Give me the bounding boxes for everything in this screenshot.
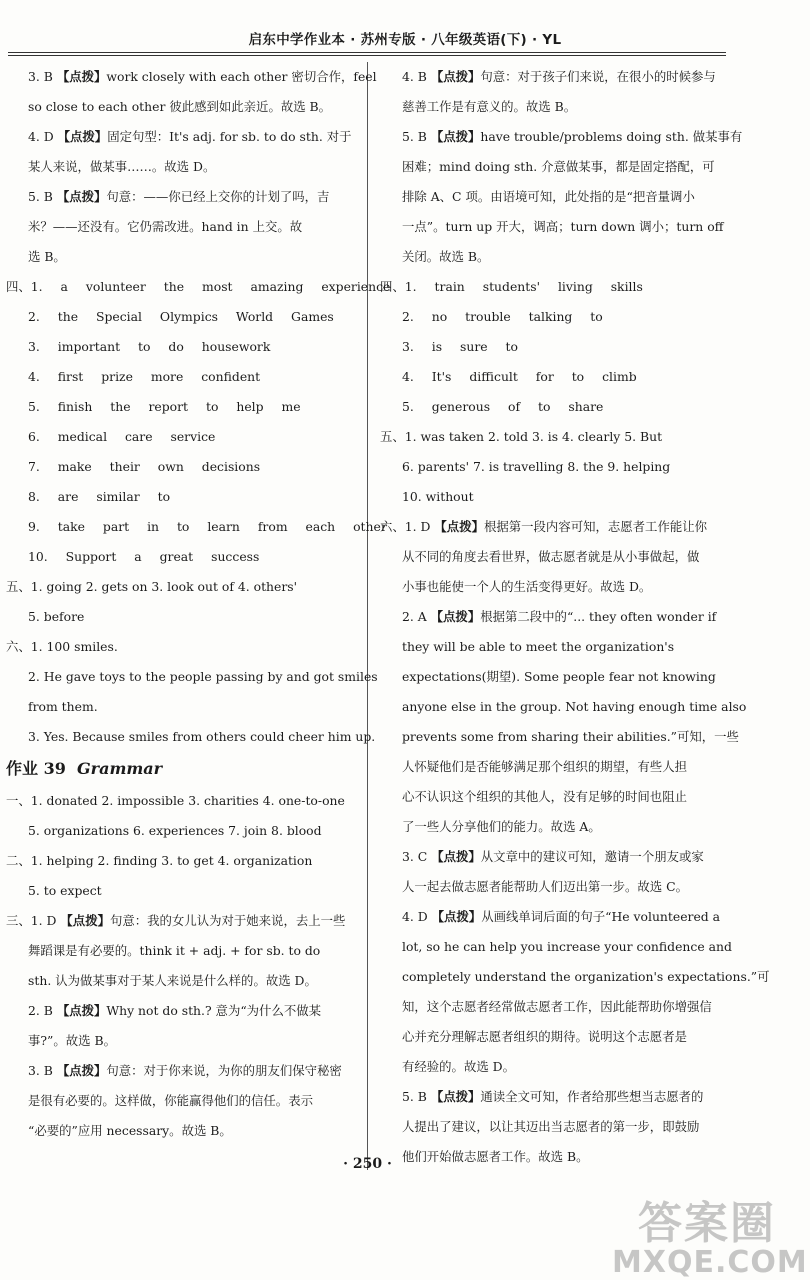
answer-line: 了一些人分享他们的能力。故选 A。 — [402, 819, 601, 834]
answer-line: 5. before — [28, 609, 85, 624]
answer-line: anyone else in the group. Not having enough time also — [402, 699, 747, 714]
answer-line: 一点”。turn up 开大，调高；turn down 调小；turn off — [402, 219, 724, 234]
answer-line: 4. It's difficult for to climb — [402, 369, 637, 384]
answer-line: 2. B 【点拨】Why not do sth.? 意为“为什么不做某 — [28, 1003, 322, 1018]
answer-line: 三、1. D 【点拨】句意：我的女儿认为对于她来说，去上一些 — [6, 913, 346, 928]
answer-line: 人怀疑他们是否能够满足那个组织的期望，有些人担 — [402, 759, 687, 774]
answer-line: 五、1. was taken 2. told 3. is 4. clearly 5. But — [380, 429, 663, 444]
answer-line: so close to each other 彼此感到如此亲近。故选 B。 — [28, 99, 332, 114]
header-rule — [8, 52, 726, 53]
answer-line: 5. finish the report to help me — [28, 399, 301, 414]
answer-line: 米？——还没有。它仍需改进。hand in 上交。故 — [28, 219, 303, 234]
answer-line: expectations(期望). Some people fear not knowing — [402, 669, 716, 684]
answer-line: 四、1. train students' living skills — [380, 279, 643, 294]
answer-line: 人一起去做志愿者能帮助人们迈出第一步。故选 C。 — [402, 879, 689, 894]
page-number: · 250 · — [343, 1156, 392, 1172]
answer-line: 选 B。 — [28, 249, 66, 264]
page-header: 启东中学作业本 · 苏州专版 · 八年级英语(下) · YL — [248, 32, 562, 48]
answer-line: prevents some from sharing their abilities.”可知，一些 — [402, 729, 739, 744]
answer-line: completely understand the organization's expectations.”可 — [402, 969, 770, 984]
answer-line: 排除 A、C 项。由语境可知，此处指的是“把音量调小 — [402, 189, 695, 204]
answer-line: 心并充分理解志愿者组织的期待。说明这个志愿者是 — [402, 1029, 687, 1044]
answer-line: 4. B 【点拨】句意：对于孩子们来说，在很小的时候参与 — [402, 69, 716, 84]
answer-line: 四、1. a volunteer the most amazing experience — [6, 279, 391, 294]
right-column — [380, 62, 770, 1172]
answer-line: 3. Yes. Because smiles from others could cheer him up. — [28, 729, 376, 744]
answer-line: 5. organizations 6. experiences 7. join 8. blood — [28, 823, 322, 838]
answer-line: 5. B 【点拨】句意：——你已经上交你的计划了吗，吉 — [28, 189, 330, 204]
answer-line: 3. C 【点拨】从文章中的建议可知，邀请一个朋友或家 — [402, 849, 704, 864]
answer-line: 某人来说，做某事……。故选 D。 — [28, 159, 216, 174]
answer-line: 3. is sure to — [402, 339, 518, 354]
answer-line: 知，这个志愿者经常做志愿者工作，因此能帮助你增强信 — [402, 999, 712, 1014]
watermark-logo: 答案圈 — [638, 1198, 776, 1249]
answer-line: they will be able to meet the organization's — [402, 639, 675, 654]
answer-line: 事?”。故选 B。 — [28, 1033, 116, 1048]
answer-line: 10. without — [402, 489, 474, 504]
answer-line: 六、1. D 【点拨】根据第一段内容可知，志愿者工作能让你 — [380, 519, 708, 534]
answer-line: 8. are similar to — [28, 489, 171, 504]
answer-line: 5. to expect — [28, 883, 102, 898]
answer-line: “必要的”应用 necessary。故选 B。 — [28, 1123, 232, 1138]
answer-line: 他们开始做志愿者工作。故选 B。 — [402, 1149, 589, 1164]
answer-line: 2. the Special Olympics World Games — [28, 309, 334, 324]
answer-line: 舞蹈课是有必要的。think it + adj. + for sb. to do — [28, 943, 321, 958]
answer-line: 2. A 【点拨】根据第二段中的“... they often wonder if — [402, 609, 717, 624]
answer-line: 有经验的。故选 D。 — [402, 1059, 515, 1074]
answer-line: 5. generous of to share — [402, 399, 604, 414]
watermark-url: MXQE.COM — [612, 1245, 808, 1280]
answer-line: lot, so he can help you increase your confidence and — [402, 939, 732, 954]
column-divider — [367, 62, 368, 1170]
answer-line: 六、1. 100 smiles. — [6, 639, 118, 654]
answer-line: 6. parents' 7. is travelling 8. the 9. helping — [402, 459, 671, 474]
answer-line: 5. B 【点拨】通读全文可知，作者给那些想当志愿者的 — [402, 1089, 704, 1104]
answer-line: 10. Support a great success — [28, 549, 260, 564]
header-rule-2 — [8, 55, 726, 56]
watermark — [612, 1198, 808, 1280]
answer-line: 6. medical care service — [28, 429, 216, 444]
section-title: 作业 39 Grammar — [6, 759, 163, 778]
left-column — [6, 62, 391, 1146]
answer-line: 从不同的角度去看世界，做志愿者就是从小事做起，做 — [402, 549, 700, 564]
answer-line: 2. He gave toys to the people passing by and got smiles — [28, 669, 378, 684]
answer-line: 慈善工作是有意义的。故选 B。 — [402, 99, 577, 114]
answer-line: 是很有必要的。这样做，你能赢得他们的信任。表示 — [28, 1093, 313, 1108]
answer-line: 4. D 【点拨】固定句型：It's adj. for sb. to do sth. 对于 — [28, 129, 352, 144]
answer-line: 困难；mind doing sth. 介意做某事，都是固定搭配，可 — [402, 159, 715, 174]
answer-line: 3. important to do housework — [28, 339, 271, 354]
answer-line: 4. first prize more confident — [28, 369, 261, 384]
answer-line: 心不认识这个组织的其他人，没有足够的时间也阻止 — [402, 789, 687, 804]
answer-line: 4. D 【点拨】从画线单词后面的句子“He volunteered a — [402, 909, 721, 924]
answer-line: 二、1. helping 2. finding 3. to get 4. organization — [6, 853, 313, 868]
answer-line: 五、1. going 2. gets on 3. look out of 4. others' — [6, 579, 298, 594]
answer-line: 小事也能使一个人的生活变得更好。故选 D。 — [402, 579, 652, 594]
answer-line: sth. 认为做某事对于某人来说是什么样的。故选 D。 — [28, 973, 317, 988]
answer-line: 7. make their own decisions — [28, 459, 261, 474]
answer-line: 一、1. donated 2. impossible 3. charities 4. one-to-one — [6, 793, 345, 808]
answer-line: 5. B 【点拨】have trouble/problems doing sth. 做某事有 — [402, 129, 743, 144]
answer-line: 9. take part in to learn from each other — [28, 519, 387, 534]
answer-line: 3. B 【点拨】句意：对于你来说，为你的朋友们保守秘密 — [28, 1063, 342, 1078]
answer-line: 关闭。故选 B。 — [402, 249, 490, 264]
answer-line: 3. B 【点拨】work closely with each other 密切合作，feel — [28, 69, 377, 84]
answer-line: 2. no trouble talking to — [402, 309, 603, 324]
answer-line: from them. — [28, 699, 98, 714]
answer-line: 人提出了建议，以让其迈出当志愿者的第一步，即鼓励 — [402, 1119, 700, 1134]
